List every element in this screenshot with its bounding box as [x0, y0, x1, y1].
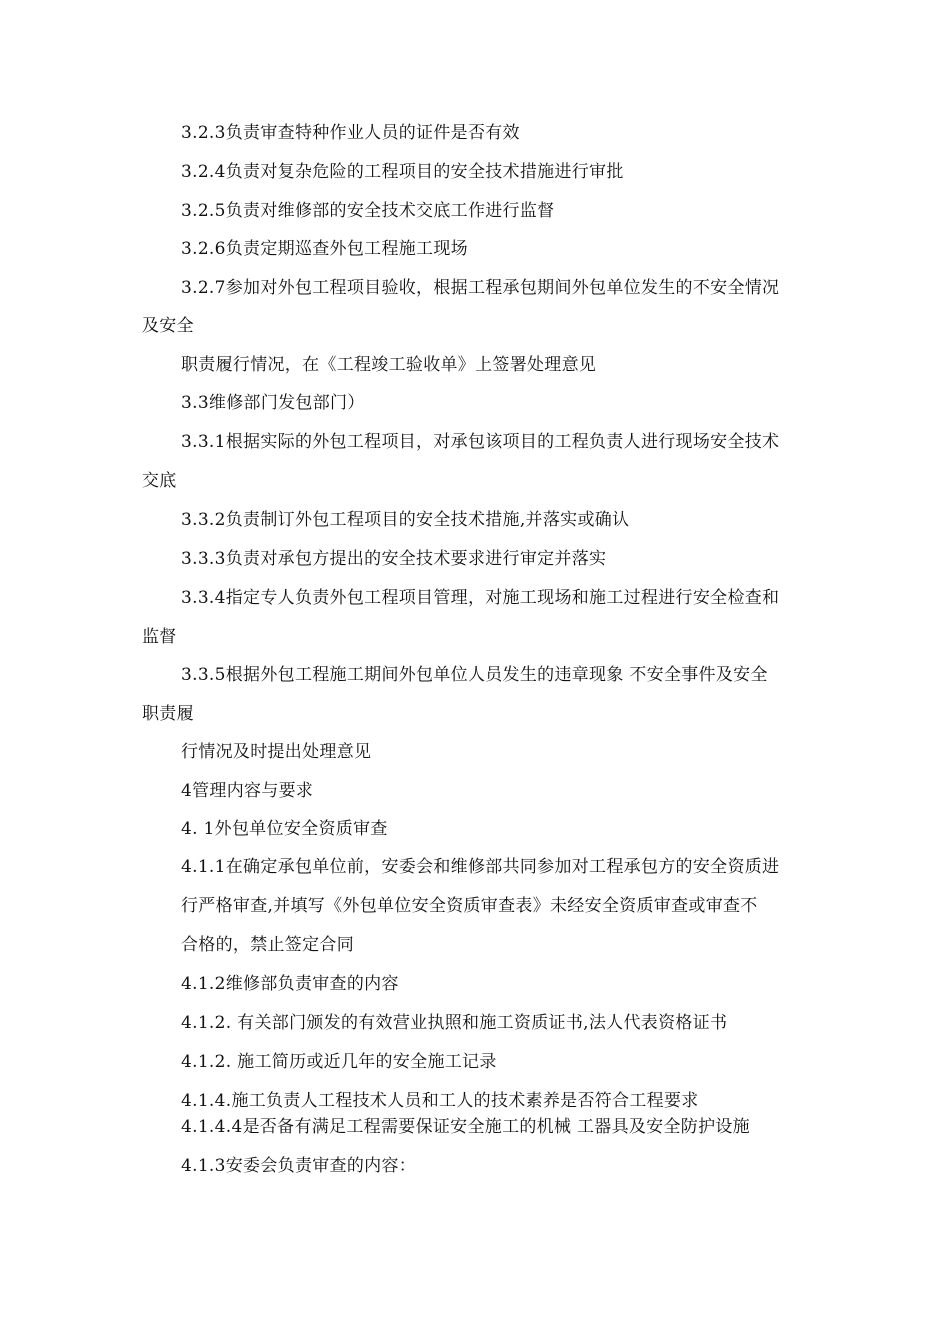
text-line: 及安全	[142, 316, 194, 336]
text-line: 4.1.4.4是否备有满足工程需要保证安全施工的机械 工器具及安全防护设施	[181, 1117, 750, 1137]
text-line: 3.3.4指定专人负责外包工程项目管理，对施工现场和施工过程进行安全检查和	[181, 588, 780, 608]
section-heading: 4管理内容与要求	[181, 781, 314, 801]
text-line: 3.3.3负责对承包方提出的安全技术要求进行审定并落实	[181, 549, 607, 569]
text-line: 职责履行情况，在《工程竣工验收单》上签署处理意见	[181, 355, 597, 375]
text-line: 合格的，禁止签定合同	[181, 935, 354, 955]
subsection-heading: 4. 1外包单位安全资质审查	[181, 819, 388, 839]
text-line: 4.1.4.施工负责人工程技术人员和工人的技术素养是否符合工程要求	[181, 1091, 699, 1111]
text-line: 交底	[142, 471, 177, 491]
text-line: 3.2.3负责审查特种作业人员的证件是否有效	[181, 123, 520, 143]
text-line: 4.1.1在确定承包单位前，安委会和维修部共同参加对工程承包方的安全资质进	[181, 857, 780, 877]
text-line: 行严格审查,并填写《外包单位安全资质审查表》未经安全资质审查或审查不	[181, 896, 758, 916]
text-line: 行情况及时提出处理意见	[181, 742, 372, 762]
text-line: 监督	[142, 627, 177, 647]
text-line: 3.2.5负责对维修部的安全技术交底工作进行监督	[181, 201, 555, 221]
text-line: 3.2.6负责定期巡查外包工程施工现场	[181, 239, 468, 259]
text-line: 3.2.7参加对外包工程项目验收，根据工程承包期间外包单位发生的不安全情况	[181, 278, 780, 298]
text-line: 3.3.5根据外包工程施工期间外包单位人员发生的违章现象 不安全事件及安全	[181, 665, 768, 685]
text-line: 3.3维修部门发包部门）	[181, 393, 365, 413]
text-line: 4.1.2维修部负责审查的内容	[181, 974, 399, 994]
text-line: 4.1.2. 有关部门颁发的有效营业执照和施工资质证书,法人代表资格证书	[181, 1013, 728, 1033]
text-line: 4.1.2. 施工简历或近几年的安全施工记录	[181, 1052, 497, 1072]
text-line: 3.3.1根据实际的外包工程项目，对承包该项目的工程负责人进行现场安全技术	[181, 432, 780, 452]
text-line: 4.1.3安委会负责审查的内容：	[181, 1156, 417, 1176]
text-line: 3.2.4负责对复杂危险的工程项目的安全技术措施进行审批	[181, 162, 624, 182]
text-line: 职责履	[142, 704, 194, 724]
text-line: 3.3.2负责制订外包工程项目的安全技术措施,并落实或确认	[181, 510, 630, 530]
